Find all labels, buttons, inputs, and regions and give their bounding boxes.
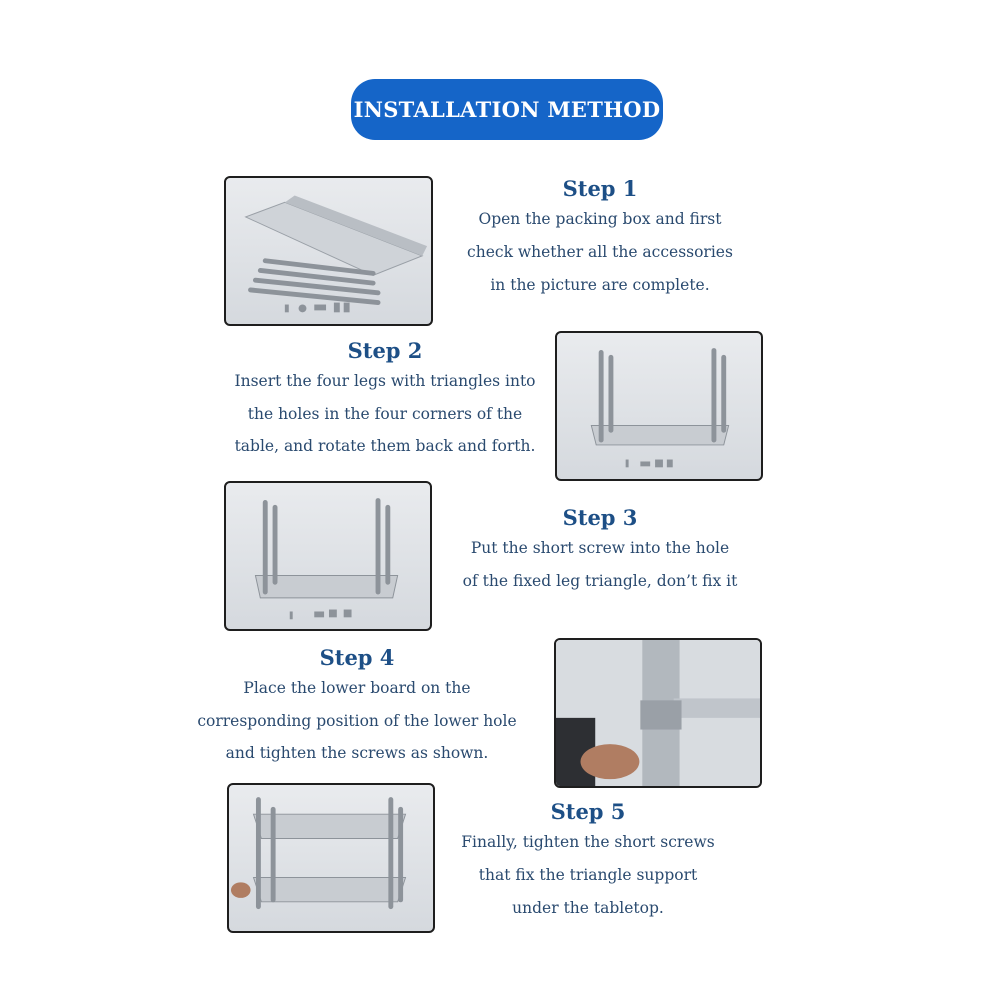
step1-line1: Open the packing box and first bbox=[478, 210, 722, 228]
step4-title: Step 4 bbox=[319, 645, 395, 670]
step2-line3: table, and rotate them back and forth. bbox=[234, 437, 536, 455]
step5-photo bbox=[227, 783, 435, 933]
step4-line1: Place the lower board on the bbox=[243, 679, 471, 697]
step1-photo bbox=[224, 176, 433, 326]
step5-line2: that fix the triangle support bbox=[478, 866, 698, 884]
installation-method-banner bbox=[351, 79, 663, 140]
step4-photo bbox=[554, 638, 762, 788]
step1-line3: in the picture are complete. bbox=[490, 276, 710, 294]
banner-title: INSTALLATION METHOD bbox=[353, 97, 661, 122]
step1-title: Step 1 bbox=[562, 176, 638, 201]
step3-line1: Put the short screw into the hole bbox=[470, 539, 730, 557]
step5-title: Step 5 bbox=[550, 799, 626, 824]
step1-line2: check whether all the accessories bbox=[467, 243, 733, 261]
step4-line3: and tighten the screws as shown. bbox=[225, 744, 489, 762]
step4-line2: corresponding position of the lower hole bbox=[197, 712, 517, 730]
step5-line3: under the tabletop. bbox=[512, 899, 664, 917]
step2-line1: Insert the four legs with triangles into bbox=[234, 372, 536, 390]
step2-line2: the holes in the four corners of the bbox=[247, 405, 523, 423]
step2-photo bbox=[555, 331, 763, 481]
step2-title: Step 2 bbox=[347, 338, 423, 363]
step3-title: Step 3 bbox=[562, 505, 638, 530]
step5-line1: Finally, tighten the short screws bbox=[461, 833, 715, 851]
step3-photo bbox=[224, 481, 432, 631]
step3-line2: of the fixed leg triangle, don’t fix it bbox=[462, 572, 738, 590]
